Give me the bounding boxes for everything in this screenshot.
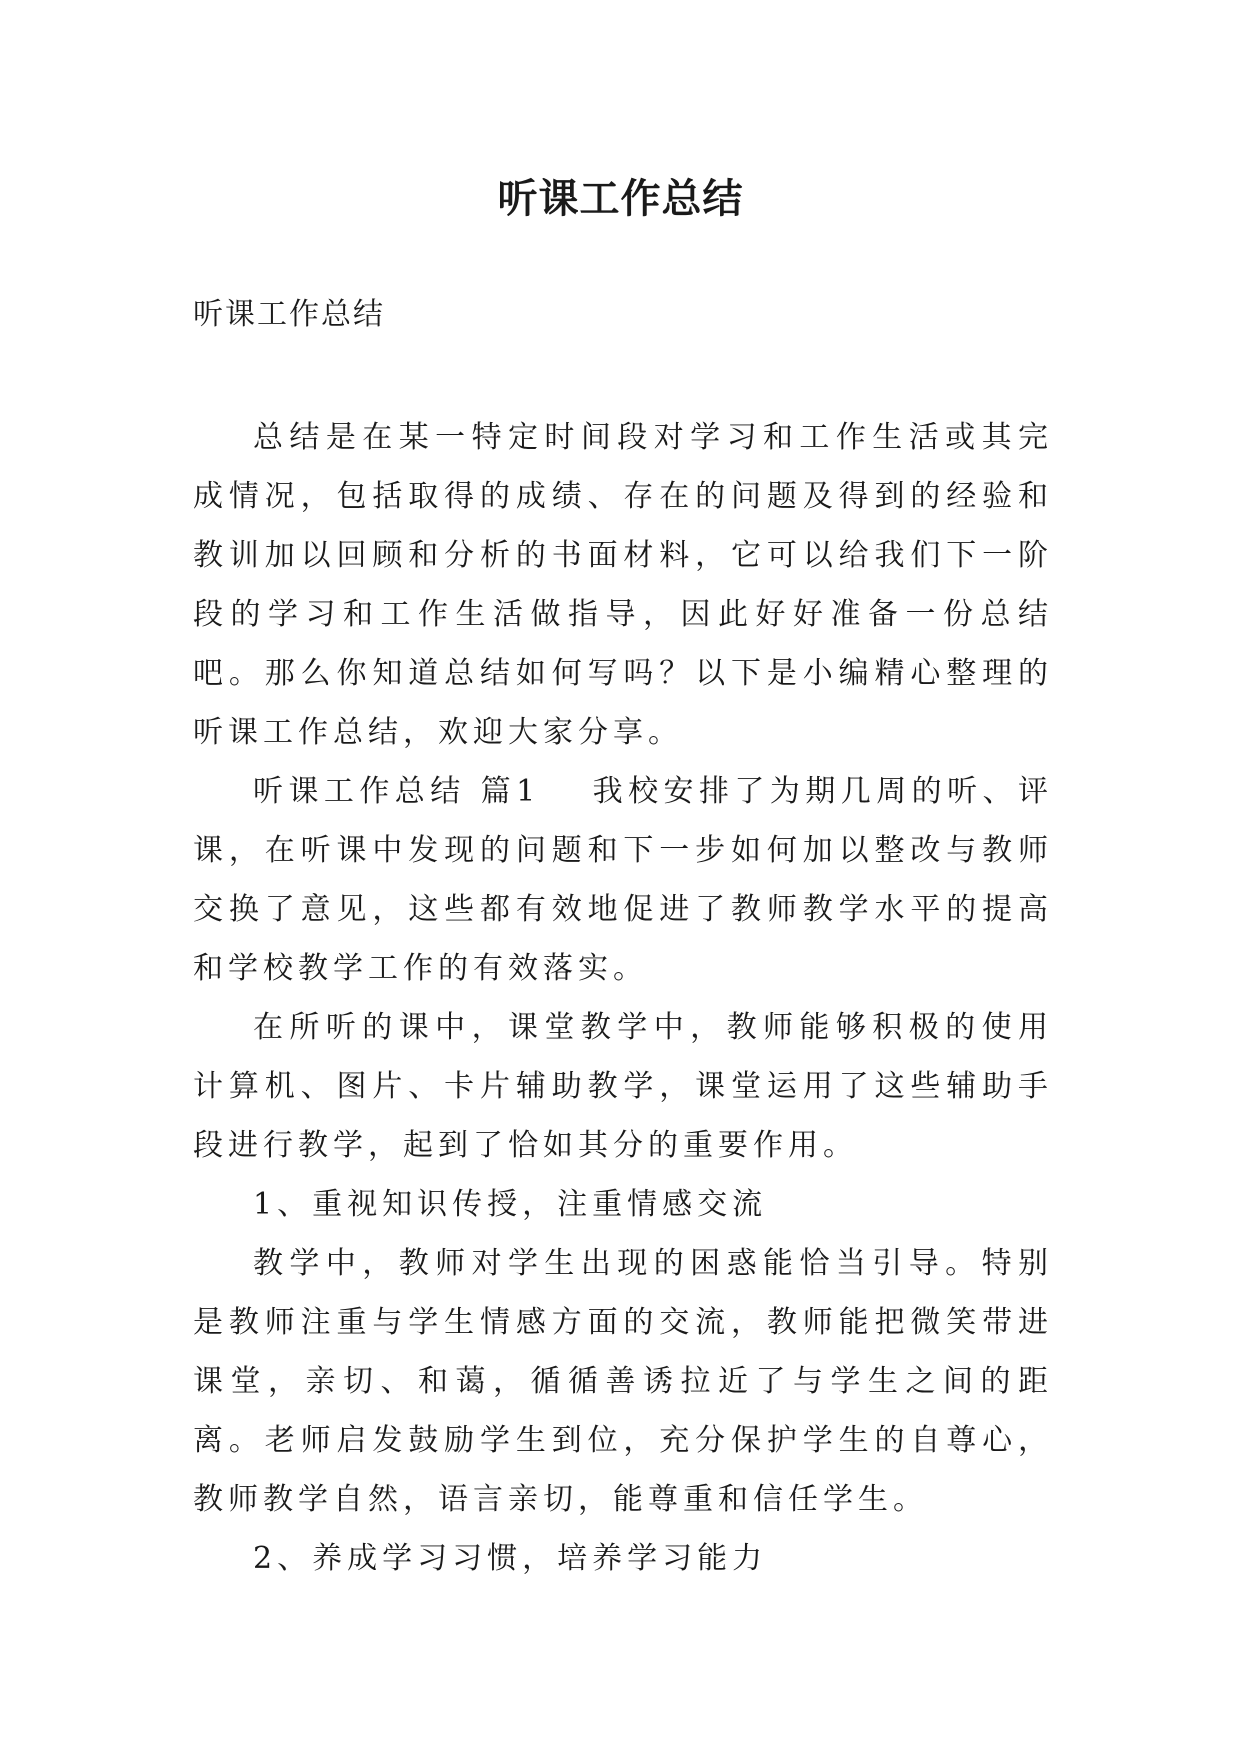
section-heading: 听课工作总结 篇1: [253, 774, 541, 809]
document-body: [193, 408, 1053, 1588]
numbered-heading: 2、养成学习习惯，培养学习能力: [253, 1541, 768, 1576]
body-paragraph: 教学中，教师对学生出现的困惑能恰当引导。特别是教师注重与学生情感方面的交流，教师能把微笑带进课堂，亲切、和蔼，循循善诱拉近了与学生之间的距离。老师启发鼓励学生到位，充分保护学生的自尊心，教师教学自然，语言亲切，能尊重和信任学生。: [193, 1246, 1053, 1517]
section-text: 我校安排了为期几周的听、评课，在听课中发现的问题和下一步如何加以整改与教师交换了意见，这些都有效地促进了教师教学水平的提高和学校教学工作的有效落实。: [193, 774, 1054, 986]
document-subtitle: 听课工作总结: [193, 297, 385, 332]
intro-paragraph: 总结是在某一特定时间段对学习和工作生活或其完成情况，包括取得的成绩、存在的问题及得到的经验和教训加以回顾和分析的书面材料，它可以给我们下一阶段的学习和工作生活做指导，因此好好准备一份总结吧。那么你知道总结如何写吗？以下是小编精心整理的听课工作总结，欢迎大家分享。: [193, 420, 1053, 750]
numbered-heading: 1、重视知识传授，注重情感交流: [253, 1187, 768, 1222]
document-title: 听课工作总结: [497, 174, 744, 222]
body-paragraph: 在所听的课中，课堂教学中，教师能够积极的使用计算机、图片、卡片辅助教学，课堂运用了这些辅助手段进行教学，起到了恰如其分的重要作用。: [193, 1010, 1053, 1163]
section-paragraph: [193, 762, 1053, 998]
